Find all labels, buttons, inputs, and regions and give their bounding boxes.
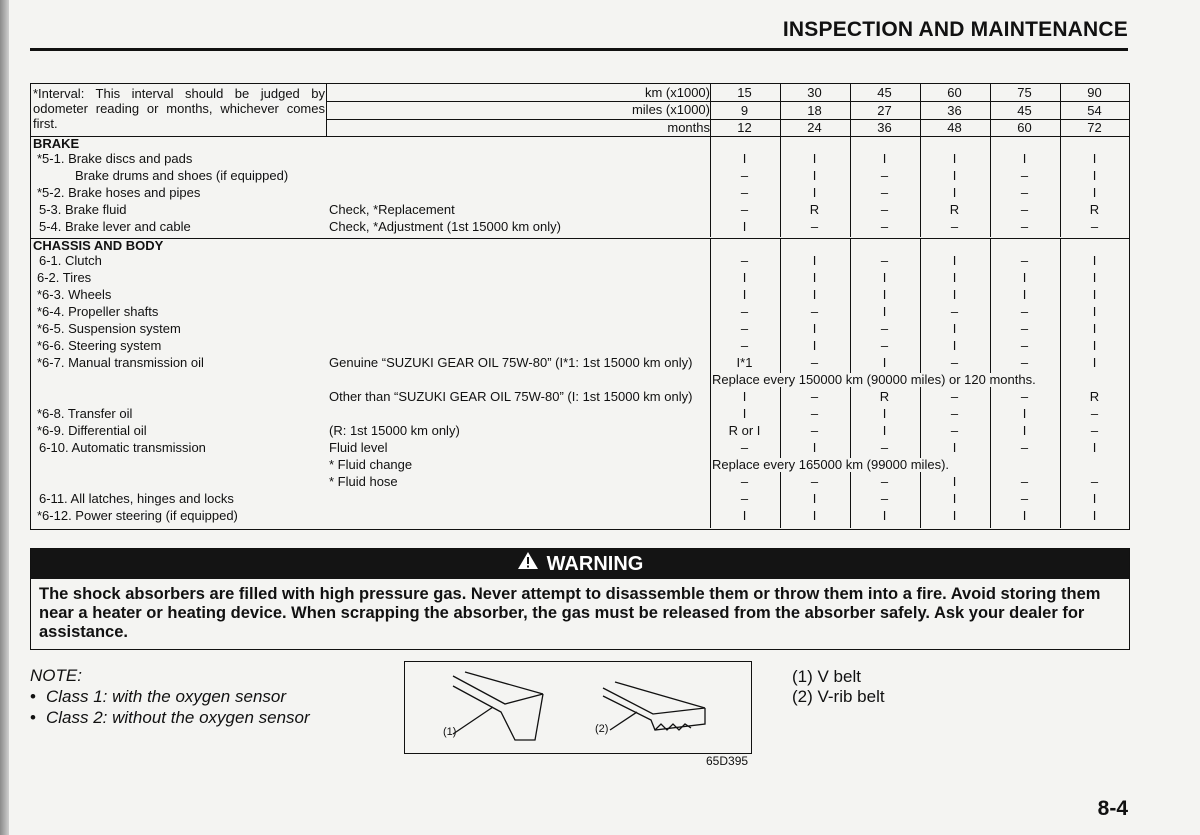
row-item-label: *6-4. Propeller shafts	[37, 304, 159, 319]
schedule-cell: I	[882, 151, 887, 166]
schedule-cell: I	[1092, 253, 1097, 268]
schedule-cell: I	[1092, 440, 1097, 455]
note-title: NOTE:	[30, 666, 82, 685]
header-value: 60	[947, 85, 962, 100]
row-item-label: 5-3. Brake fluid	[39, 202, 127, 217]
column-divider	[1060, 239, 1061, 528]
schedule-cell: R	[949, 202, 960, 217]
schedule-cell: –	[880, 338, 889, 353]
figure-label-2: (2)	[595, 723, 609, 735]
schedule-cell: I	[952, 151, 957, 166]
km-header-label: km (x1000)	[644, 85, 710, 100]
schedule-cell: –	[880, 440, 889, 455]
schedule-cell: –	[740, 491, 749, 506]
schedule-cell: I	[812, 168, 817, 183]
header-value: 12	[737, 120, 752, 135]
schedule-cell: I	[882, 287, 887, 302]
schedule-cell: –	[1090, 423, 1099, 438]
schedule-cell: I	[1092, 185, 1097, 200]
header-value: 36	[877, 120, 892, 135]
page-header-title: INSPECTION AND MAINTENANCE	[782, 18, 1128, 41]
schedule-cell: I	[742, 270, 747, 285]
row-detail: Check, *Replacement	[329, 202, 455, 217]
section-divider	[31, 238, 1129, 239]
schedule-cell: –	[1020, 219, 1029, 234]
schedule-cell: –	[740, 338, 749, 353]
row-item-label: 6-2. Tires	[37, 270, 92, 285]
column-divider	[920, 137, 921, 237]
schedule-cell: –	[1020, 355, 1029, 370]
schedule-cell: –	[810, 406, 819, 421]
schedule-cell: –	[740, 202, 749, 217]
note-item: • Class 2: without the oxygen sensor	[30, 707, 310, 728]
schedule-cell: I	[952, 474, 957, 489]
schedule-cell: –	[880, 219, 889, 234]
schedule-cell: R	[1089, 202, 1100, 217]
schedule-cell: –	[1020, 304, 1029, 319]
row-item-label: Brake drums and shoes (if equipped)	[75, 168, 289, 183]
schedule-cell: I	[742, 287, 747, 302]
warning-text: The shock absorbers are filled with high pressure gas. Never attempt to disassemble them or throw them into a fire. Avoid storing them near a heater or heating device. When scrapping the absorber, the gas must be released from the absorber safely. Ask your dealer for assistance.	[39, 585, 1101, 641]
schedule-cell: I	[952, 440, 957, 455]
schedule-cell: –	[950, 406, 959, 421]
schedule-cell: –	[880, 253, 889, 268]
schedule-cell: I	[882, 270, 887, 285]
row-item-label: *5-1. Brake discs and pads	[37, 151, 193, 166]
schedule-cell: I	[882, 355, 887, 370]
schedule-cell: –	[1020, 474, 1029, 489]
header-value: 48	[947, 120, 962, 135]
column-divider	[850, 137, 851, 237]
schedule-cell: –	[950, 304, 959, 319]
header-value: 72	[1087, 120, 1102, 135]
schedule-cell: –	[1020, 253, 1029, 268]
page-binding-edge	[0, 0, 9, 835]
schedule-cell: –	[740, 440, 749, 455]
schedule-cell: I	[1022, 287, 1027, 302]
schedule-cell: R	[1089, 389, 1100, 404]
interval-note: *Interval: This interval should be judged by odometer reading or months, whichever comes first.	[33, 86, 325, 131]
note-item: • Class 1: with the oxygen sensor	[30, 686, 310, 707]
warning-box	[30, 548, 1130, 650]
schedule-cell: I	[952, 287, 957, 302]
miles-header-label: miles (x1000)	[631, 102, 710, 117]
schedule-cell: I	[812, 185, 817, 200]
row-item-label: *6-12. Power steering (if equipped)	[37, 508, 238, 523]
schedule-cell: I	[1022, 508, 1027, 523]
header-value: 45	[877, 85, 892, 100]
schedule-cell: I	[952, 185, 957, 200]
schedule-cell: –	[950, 423, 959, 438]
schedule-cell: –	[810, 474, 819, 489]
schedule-cell: I	[812, 440, 817, 455]
warning-title: WARNING	[546, 553, 644, 575]
schedule-span-note: Replace every 150000 km (90000 miles) or 120 months.	[712, 372, 1036, 387]
header-value: 9	[740, 102, 749, 118]
row-detail: Check, *Adjustment (1st 15000 km only)	[329, 219, 561, 234]
belt-figure	[404, 661, 752, 754]
schedule-cell: –	[1020, 168, 1029, 183]
schedule-cell: I	[812, 338, 817, 353]
note-column-divider	[326, 84, 327, 136]
schedule-cell: –	[1020, 491, 1029, 506]
schedule-cell: I	[1022, 151, 1027, 166]
column-divider	[710, 137, 711, 237]
header-value: 60	[1017, 120, 1032, 135]
header-value: 27	[877, 102, 892, 118]
column-divider	[780, 137, 781, 237]
schedule-cell: I	[952, 253, 957, 268]
schedule-cell: I	[812, 321, 817, 336]
section-chassis-body: CHASSIS AND BODY	[33, 238, 164, 253]
row-item-label: 6-11. All latches, hinges and locks	[39, 491, 234, 506]
header-row-divider	[326, 101, 1129, 102]
schedule-cell: I	[882, 508, 887, 523]
schedule-cell: –	[880, 491, 889, 506]
schedule-cell: –	[810, 423, 819, 438]
schedule-cell: I	[1092, 270, 1097, 285]
schedule-cell: –	[740, 253, 749, 268]
section-brake: BRAKE	[33, 136, 80, 151]
schedule-cell: I	[812, 491, 817, 506]
schedule-cell: –	[950, 389, 959, 404]
schedule-cell: –	[1020, 338, 1029, 353]
schedule-cell: I	[812, 151, 817, 166]
header-row-divider	[326, 119, 1129, 120]
schedule-cell: –	[1020, 389, 1029, 404]
schedule-cell: I	[1092, 287, 1097, 302]
header-bottom-rule	[31, 136, 1129, 137]
header-value: 18	[807, 102, 822, 118]
schedule-cell: I	[1092, 491, 1097, 506]
schedule-cell: R or I	[728, 423, 761, 438]
schedule-cell: –	[740, 168, 749, 183]
schedule-cell: –	[1020, 440, 1029, 455]
schedule-cell: –	[1090, 406, 1099, 421]
header-value: 75	[1017, 85, 1032, 100]
schedule-cell: –	[880, 185, 889, 200]
schedule-cell: I	[952, 270, 957, 285]
schedule-cell: I	[882, 423, 887, 438]
schedule-cell: I	[1092, 151, 1097, 166]
schedule-cell: –	[950, 355, 959, 370]
schedule-cell: I	[742, 389, 747, 404]
schedule-cell: I	[742, 406, 747, 421]
schedule-cell: I	[952, 338, 957, 353]
header-value: 36	[947, 102, 962, 118]
schedule-cell: I	[812, 270, 817, 285]
schedule-cell: I	[742, 219, 747, 234]
row-item-label: *5-2. Brake hoses and pipes	[37, 185, 201, 200]
note-block	[30, 665, 310, 728]
schedule-cell: I	[1092, 304, 1097, 319]
row-item-label: *6-6. Steering system	[37, 338, 162, 353]
schedule-cell: I	[952, 508, 957, 523]
schedule-cell: I	[882, 406, 887, 421]
row-detail: (R: 1st 15000 km only)	[329, 423, 460, 438]
figure-code: 65D395	[706, 754, 749, 768]
header-rule	[30, 48, 1128, 51]
schedule-cell: –	[880, 474, 889, 489]
schedule-cell: R	[809, 202, 820, 217]
row-item-label: *6-7. Manual transmission oil	[37, 355, 204, 370]
schedule-cell: –	[740, 474, 749, 489]
months-header-label: months	[667, 120, 710, 135]
row-detail: Other than “SUZUKI GEAR OIL 75W-80” (I: 1st 15000 km only)	[329, 389, 693, 404]
schedule-cell: –	[810, 304, 819, 319]
maintenance-schedule-table	[30, 83, 1130, 530]
row-item-label: 6-10. Automatic transmission	[39, 440, 206, 455]
schedule-cell: –	[810, 389, 819, 404]
schedule-cell: I	[952, 168, 957, 183]
schedule-cell: I	[882, 304, 887, 319]
header-value: 15	[737, 85, 752, 100]
schedule-cell: R	[879, 389, 890, 404]
schedule-span-note: Replace every 165000 km (99000 miles).	[712, 457, 950, 472]
header-value: 54	[1087, 102, 1102, 118]
schedule-cell: I	[742, 508, 747, 523]
row-item-label: 6-1. Clutch	[39, 253, 102, 268]
schedule-cell: –	[880, 202, 889, 217]
schedule-cell: I	[1022, 406, 1027, 421]
header-value: 24	[807, 120, 822, 135]
row-detail: * Fluid hose	[329, 474, 398, 489]
row-detail: Genuine “SUZUKI GEAR OIL 75W-80” (I*1: 1st 15000 km only)	[329, 355, 693, 370]
schedule-cell: I	[952, 491, 957, 506]
column-divider	[1060, 137, 1061, 237]
legend-item: (1) V belt	[792, 667, 861, 686]
schedule-cell: I	[742, 151, 747, 166]
schedule-cell: I	[812, 287, 817, 302]
schedule-cell: –	[950, 219, 959, 234]
schedule-cell: –	[1090, 219, 1099, 234]
schedule-cell: –	[880, 321, 889, 336]
warning-header	[31, 549, 1129, 579]
row-item-label: *6-8. Transfer oil	[37, 406, 133, 421]
header-value: 90	[1087, 85, 1102, 100]
schedule-cell: –	[740, 321, 749, 336]
page-number: 8-4	[1097, 797, 1128, 820]
row-item-label: *6-3. Wheels	[37, 287, 112, 302]
schedule-cell: I*1	[736, 355, 753, 370]
schedule-cell: I	[1092, 508, 1097, 523]
row-detail: Fluid level	[329, 440, 388, 455]
schedule-cell: –	[1020, 202, 1029, 217]
belt-illustration	[405, 662, 751, 753]
row-item-label: *6-9. Differential oil	[37, 423, 147, 438]
schedule-cell: I	[1092, 168, 1097, 183]
header-value: 30	[807, 85, 822, 100]
schedule-cell: I	[1092, 355, 1097, 370]
legend-item: (2) V-rib belt	[792, 687, 885, 706]
column-divider	[990, 137, 991, 237]
schedule-cell: I	[1022, 423, 1027, 438]
schedule-cell: –	[1020, 321, 1029, 336]
schedule-cell: –	[740, 304, 749, 319]
schedule-cell: I	[812, 253, 817, 268]
row-item-label: 5-4. Brake lever and cable	[39, 219, 191, 234]
schedule-cell: I	[1022, 270, 1027, 285]
row-item-label: *6-5. Suspension system	[37, 321, 181, 336]
figure-legend	[792, 667, 885, 707]
schedule-cell: –	[1020, 185, 1029, 200]
schedule-cell: –	[810, 219, 819, 234]
schedule-cell: –	[740, 185, 749, 200]
schedule-cell: –	[1090, 474, 1099, 489]
header-value: 45	[1017, 102, 1032, 118]
schedule-cell: –	[810, 355, 819, 370]
schedule-cell: I	[1092, 321, 1097, 336]
schedule-cell: –	[880, 168, 889, 183]
figure-label-1: (1)	[443, 726, 457, 738]
schedule-cell: I	[812, 508, 817, 523]
schedule-cell: I	[952, 321, 957, 336]
warning-triangle-icon	[517, 549, 539, 579]
schedule-cell: I	[1092, 338, 1097, 353]
row-detail: * Fluid change	[329, 457, 413, 472]
